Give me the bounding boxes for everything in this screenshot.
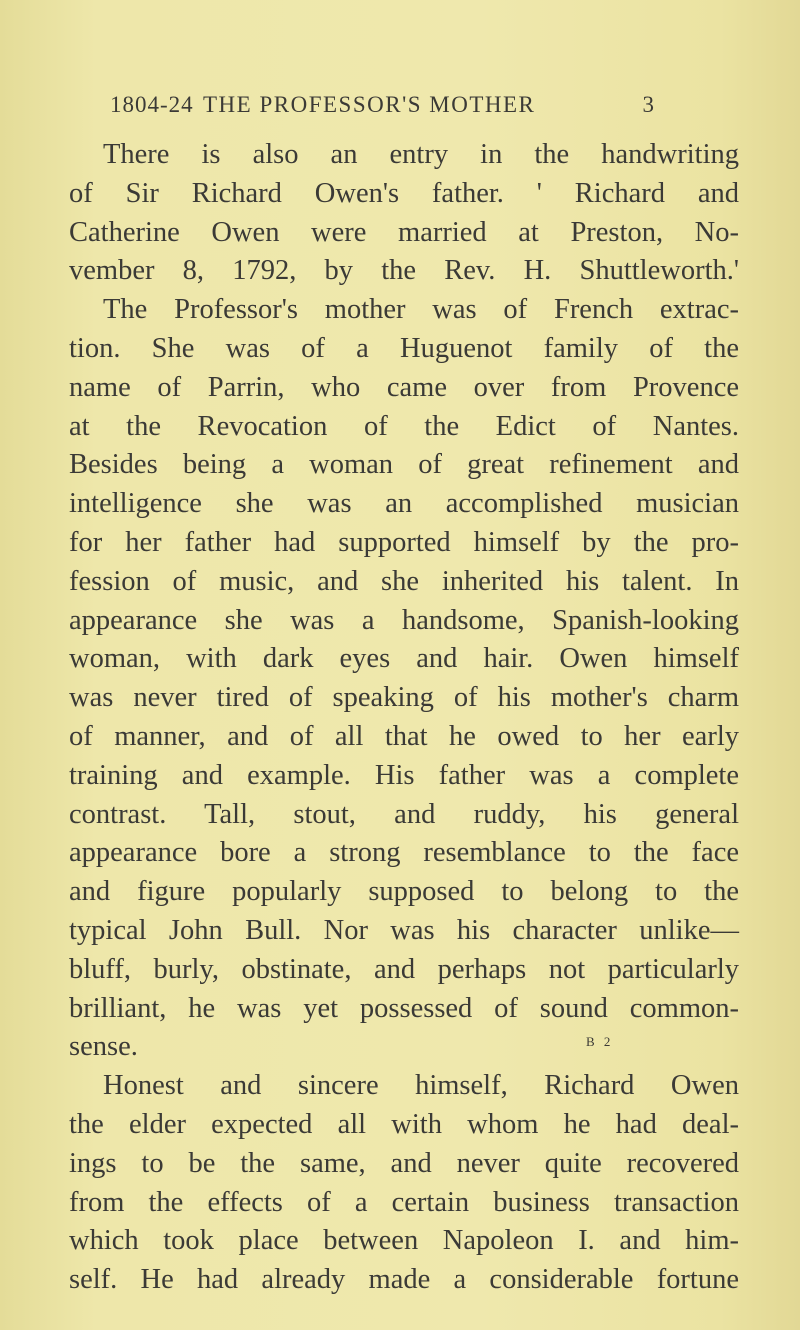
text-line: Catherine Owen were married at Preston, No- [69, 216, 739, 248]
body-text [69, 136, 739, 1300]
text-line: for her father had supported himself by the pro- [69, 526, 739, 558]
text-line: Honest and sincere himself, Richard Owen [103, 1070, 739, 1102]
text-line: self. He had already made a considerable fortune [69, 1264, 739, 1296]
page-number: 3 [642, 92, 655, 117]
text-line: from the effects of a certain business transaction [69, 1186, 739, 1218]
text-line: and figure popularly supposed to belong to the [69, 876, 739, 908]
running-head-title: THE PROFESSOR'S MOTHER [203, 92, 536, 117]
text-line: ings to be the same, and never quite recovered [69, 1147, 739, 1179]
text-line: fession of music, and she inherited his talent. In [69, 565, 739, 597]
text-line: typical John Bull. Nor was his character unlike— [69, 914, 739, 946]
text-line: of Sir Richard Owen's father. ' Richard and [69, 177, 739, 209]
text-line: appearance she was a handsome, Spanish-looking [69, 604, 739, 636]
signature-mark: B 2 [586, 1034, 614, 1049]
text-line: The Professor's mother was of French extrac- [103, 294, 739, 326]
text-line: brilliant, he was yet possessed of sound common- [69, 992, 739, 1024]
text-line: intelligence she was an accomplished musician [69, 488, 739, 520]
text-line: woman, with dark eyes and hair. Owen himself [69, 643, 739, 675]
text-line: There is also an entry in the handwriting [103, 139, 739, 170]
text-line: vember 8, 1792, by the Rev. H. Shuttleworth.' [69, 255, 739, 287]
text-line: sense. [69, 1031, 138, 1063]
text-line: of manner, and of all that he owed to her early [69, 720, 739, 752]
text-line: training and example. His father was a complete [69, 759, 739, 791]
running-head [110, 92, 655, 122]
text-line: at the Revocation of the Edict of Nantes. [69, 410, 739, 442]
text-line: which took place between Napoleon I. and him- [69, 1225, 739, 1257]
text-line: tion. She was of a Huguenot family of the [69, 332, 739, 364]
text-line: the elder expected all with whom he had deal- [69, 1108, 739, 1140]
text-line: was never tired of speaking of his mother's charm [69, 682, 739, 714]
text-line: contrast. Tall, stout, and ruddy, his general [69, 798, 739, 830]
text-line: bluff, burly, obstinate, and perhaps not particularly [69, 953, 739, 985]
text-line: appearance bore a strong resemblance to the face [69, 837, 739, 869]
text-line: Besides being a woman of great refinement and [69, 449, 739, 481]
text-line: name of Parrin, who came over from Provence [69, 371, 739, 403]
running-head-years: 1804-24 [110, 92, 194, 117]
